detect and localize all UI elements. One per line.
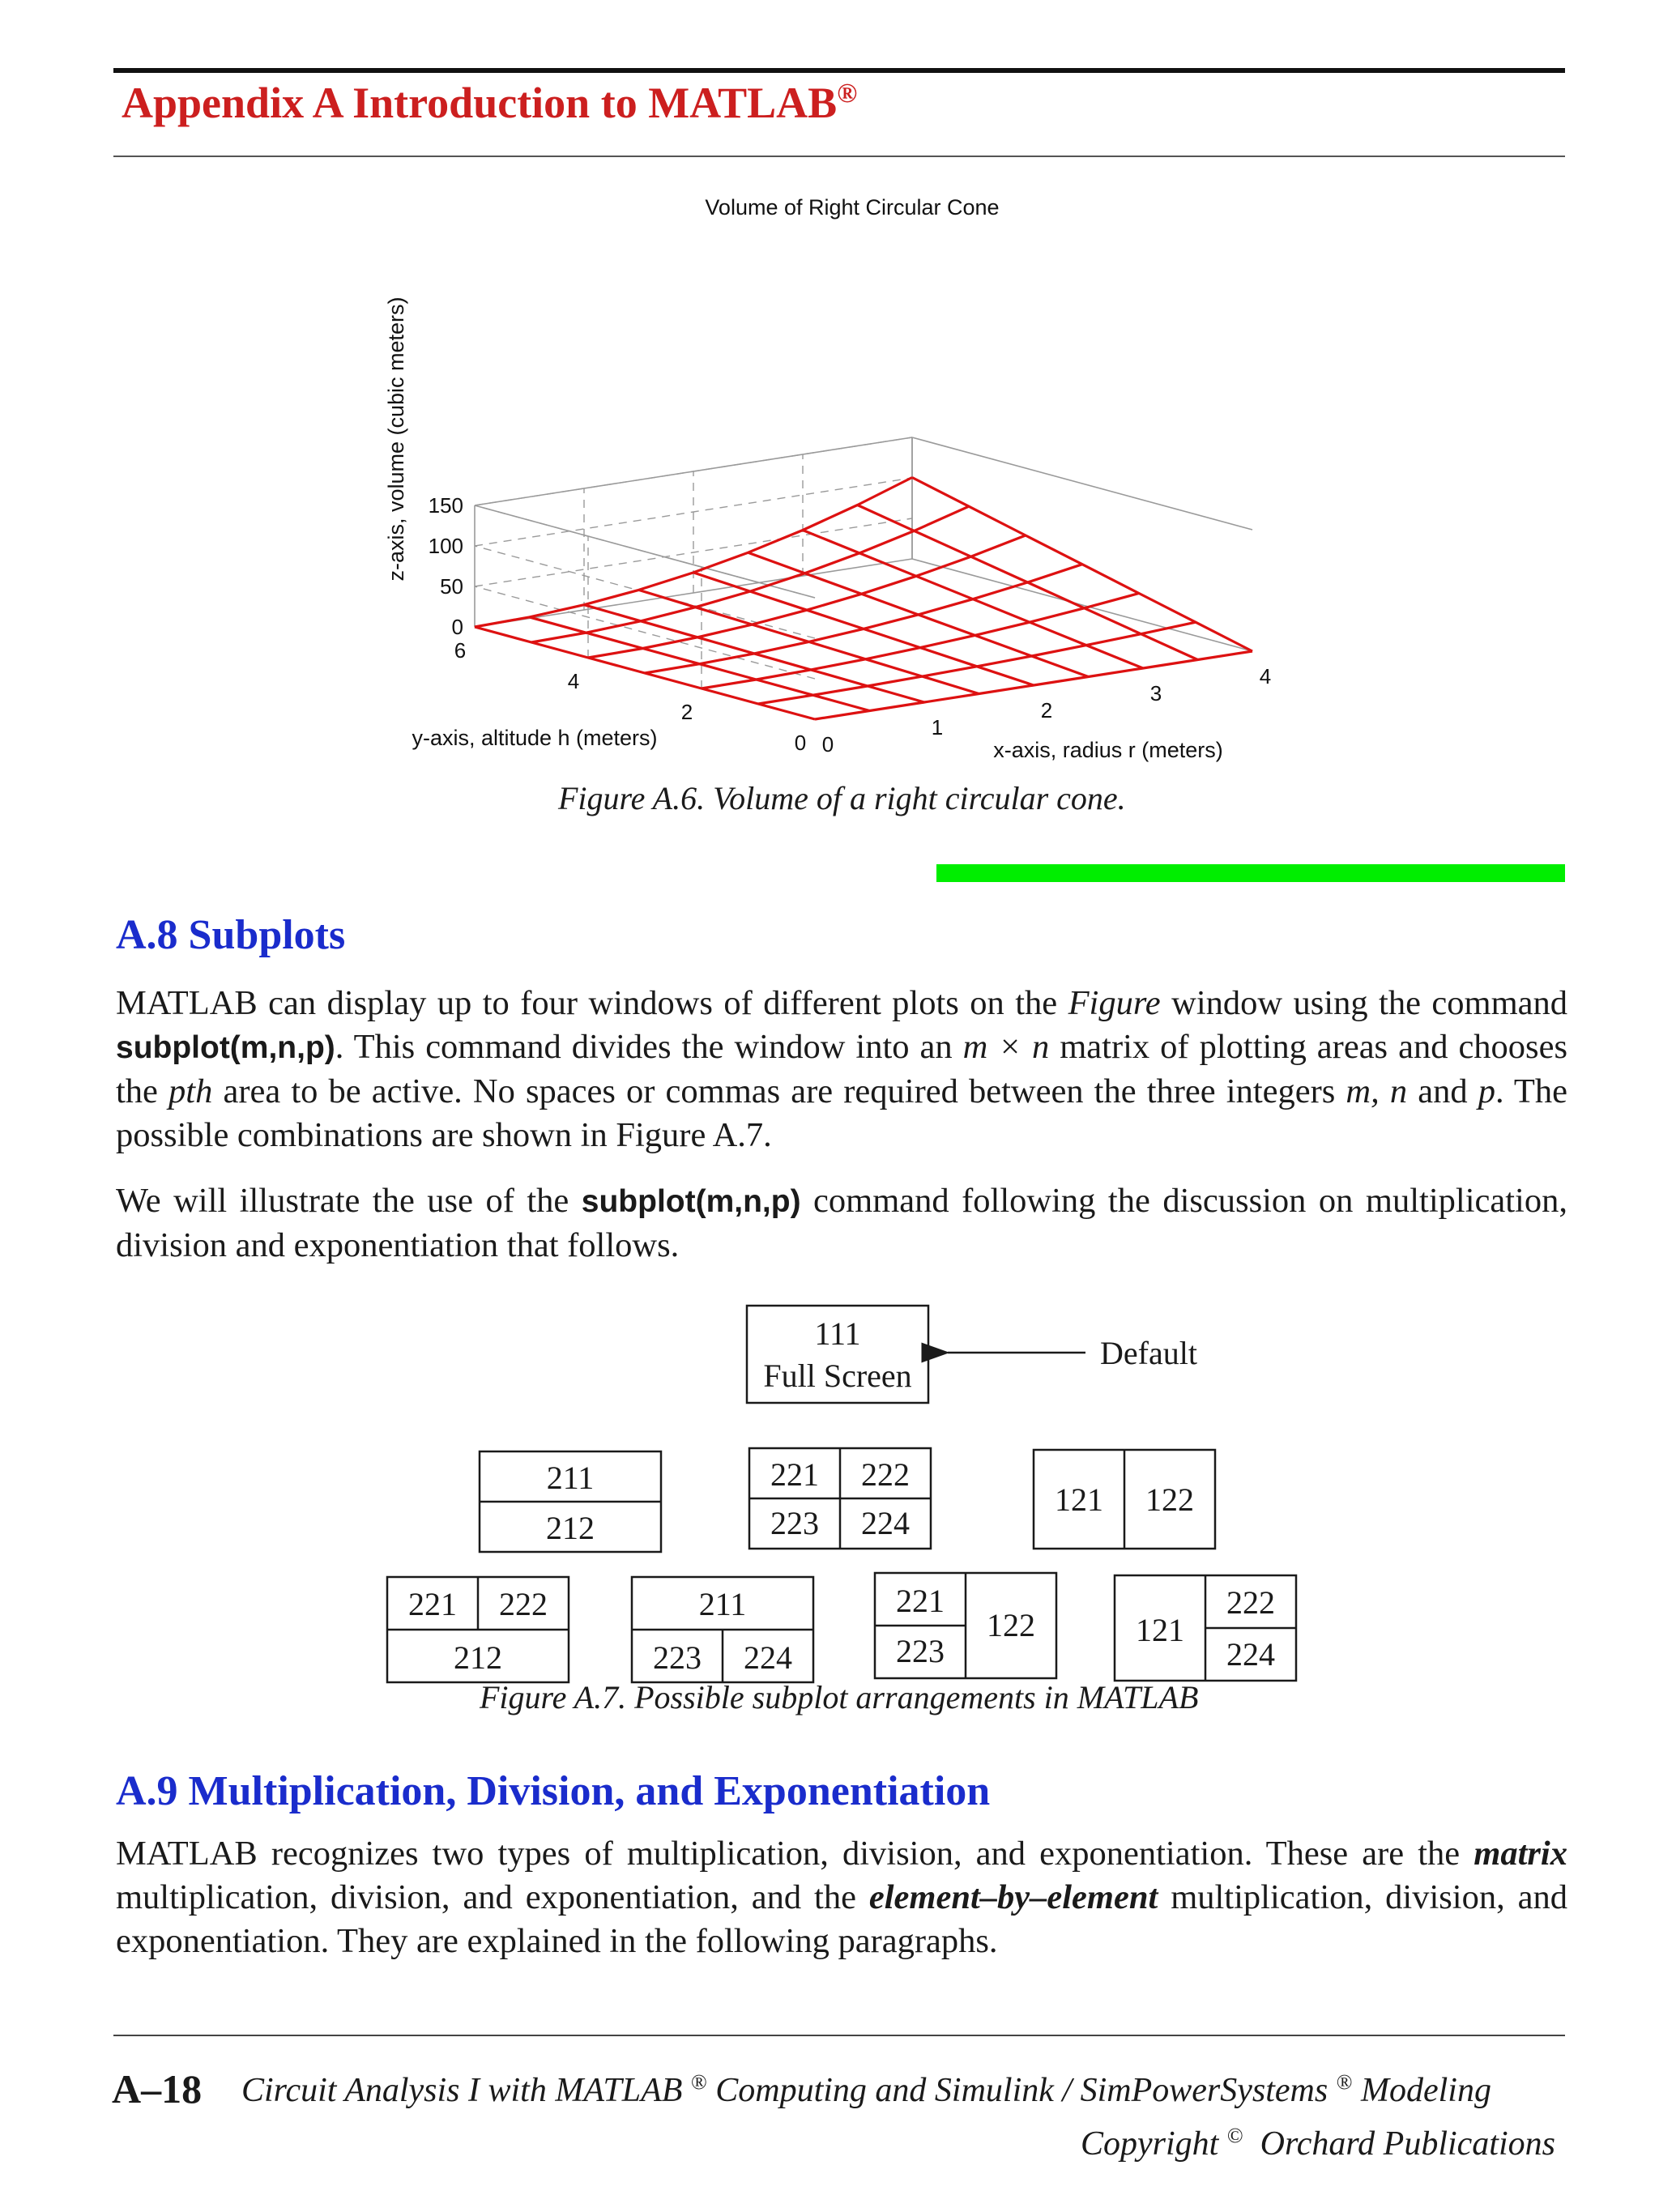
x-tick-label: 2 (1040, 698, 1053, 722)
book-title (241, 2070, 1491, 2110)
mesh-line (748, 552, 1089, 676)
x-axis-label: x-axis, radius r (meters) (993, 738, 1223, 762)
figure-a7-caption: Figure A.7. Possible subplot arrangements in MATLAB (480, 1679, 1199, 1715)
figure-a6-caption: Figure A.6. Volume of a right circular cone. (558, 780, 1126, 816)
cell-212: 212 (546, 1510, 595, 1546)
z-tick-label: 100 (428, 534, 463, 558)
text-run: matrix of plotting areas and chooses the (116, 1028, 1568, 1110)
cell-221: 221 (408, 1586, 457, 1622)
text-run: multiplication, division, and exponentiation. They are explained in the following paragraphs. (116, 1878, 1567, 1960)
publisher-name: Orchard Publications (1260, 2125, 1555, 2163)
book-title-part: Modeling (1352, 2072, 1491, 2109)
z-axis-label: z-axis, volume (cubic meters) (384, 296, 408, 582)
y-tick-label: 0 (794, 731, 807, 755)
mesh-line (803, 531, 1143, 669)
registered-mark: ® (1336, 2070, 1353, 2094)
text-run: command following the discussion on multiplication, division and exponentiation that follows. (116, 1182, 1567, 1264)
full-screen-number: 111 (814, 1315, 861, 1352)
text-run: . The possible combinations are shown in Figure A.7. (116, 1072, 1567, 1154)
z-tick-label: 150 (428, 493, 463, 518)
p-term: p (1478, 1072, 1495, 1110)
y-tick-label: 2 (680, 700, 693, 724)
top-rule (113, 68, 1565, 73)
cell-211: 211 (698, 1586, 747, 1622)
text-run: MATLAB recognizes two types of multiplication, division, and exponentiation. These are the (116, 1835, 1474, 1873)
full-screen-label: Full Screen (763, 1357, 912, 1394)
y-tick-label: 6 (454, 638, 467, 663)
header-registered-mark: ® (837, 79, 858, 109)
text-run: We will illustrate the use of the (116, 1182, 582, 1220)
cell-222: 222 (1226, 1584, 1275, 1621)
z-tick-label: 50 (440, 574, 463, 599)
mesh-line (530, 617, 870, 711)
x-tick-label: 3 (1149, 681, 1162, 705)
header-title-text: Appendix A Introduction to MATLAB (122, 79, 838, 127)
mesh-line (912, 478, 1252, 652)
mesh-line (858, 505, 1198, 660)
cell-122: 122 (1145, 1481, 1194, 1518)
text-run: area to be active. No spaces or commas are required between the three integers (212, 1072, 1346, 1110)
cell-121: 121 (1136, 1612, 1184, 1648)
z-tick-label: 0 (451, 615, 463, 639)
cell-222: 222 (861, 1456, 910, 1493)
cell-212: 212 (454, 1639, 502, 1676)
section-a9-heading: A.9 Multiplication, Division, and Exponentiation (116, 1768, 991, 1814)
cell-121: 121 (1055, 1481, 1103, 1518)
subplot-arrangements-diagram (0, 1280, 1659, 1717)
text-run: multiplication, division, and exponentiation, and the (116, 1878, 869, 1916)
cell-222: 222 (499, 1586, 548, 1622)
subplot-command: subplot(m,n,p) (116, 1030, 335, 1065)
cell-223: 223 (653, 1639, 702, 1676)
axes-box (475, 437, 1252, 719)
copyright-text: Copyright (1081, 2125, 1219, 2163)
plot-title: Volume of Right Circular Cone (705, 195, 1000, 219)
cell-211: 211 (546, 1460, 595, 1496)
book-title-part: Computing and Simulink / SimPowerSystems (706, 2072, 1328, 2109)
cell-221: 221 (770, 1456, 819, 1493)
surface-mesh (475, 478, 1252, 720)
subplot-command: subplot(m,n,p) (581, 1184, 801, 1219)
text-run: window using the command (1160, 984, 1567, 1022)
section-a8-heading: A.8 Subplots (116, 912, 346, 958)
cell-122: 122 (987, 1607, 1035, 1643)
figure-window-term: Figure (1068, 984, 1161, 1022)
cell-224: 224 (744, 1639, 792, 1676)
cell-224: 224 (1226, 1636, 1275, 1673)
header-rule (113, 156, 1565, 157)
x-tick-label: 4 (1259, 664, 1272, 688)
cell-223: 223 (896, 1633, 945, 1669)
highlight-bar (936, 864, 1565, 882)
mesh-line (584, 605, 924, 702)
mesh-line (475, 627, 815, 719)
x-tick-label: 0 (821, 732, 834, 757)
mesh-line (639, 590, 979, 693)
mesh-line (693, 573, 1034, 685)
text-run: . This command divides the window into an (335, 1028, 963, 1066)
running-header (122, 78, 857, 128)
cell-223: 223 (770, 1505, 819, 1541)
footer-rule (113, 2035, 1565, 2036)
pth-term: pth (168, 1072, 213, 1110)
axis-box-edge (912, 437, 1252, 530)
cell-221: 221 (896, 1583, 945, 1619)
book-title-part: Circuit Analysis I with MATLAB (241, 2072, 683, 2109)
text-run: and (1407, 1072, 1478, 1110)
y-tick-label: 4 (567, 669, 580, 693)
x-tick-label: 1 (931, 715, 944, 739)
text-run: MATLAB can display up to four windows of different plots on the (116, 984, 1068, 1022)
section-a8-paragraph-1 (116, 982, 1567, 1157)
section-a9-paragraph-1 (116, 1832, 1567, 1963)
copyright-symbol: © (1226, 2124, 1243, 2147)
matrix-term: matrix (1473, 1835, 1567, 1873)
cell-224: 224 (861, 1505, 910, 1541)
matrix-dimension: m × n (962, 1028, 1050, 1066)
registered-mark: ® (690, 2070, 707, 2094)
y-axis-label: y-axis, altitude h (meters) (412, 726, 658, 750)
mn-terms: m, n (1346, 1072, 1408, 1110)
copyright-line (1081, 2124, 1555, 2163)
default-label: Default (1100, 1335, 1197, 1371)
section-a8-paragraph-2 (116, 1179, 1567, 1268)
page-number: A–18 (112, 2066, 203, 2112)
mesh-line (645, 565, 1082, 673)
cone-volume-plot (0, 178, 1659, 826)
element-by-element-term: element–by–element (868, 1878, 1158, 1916)
